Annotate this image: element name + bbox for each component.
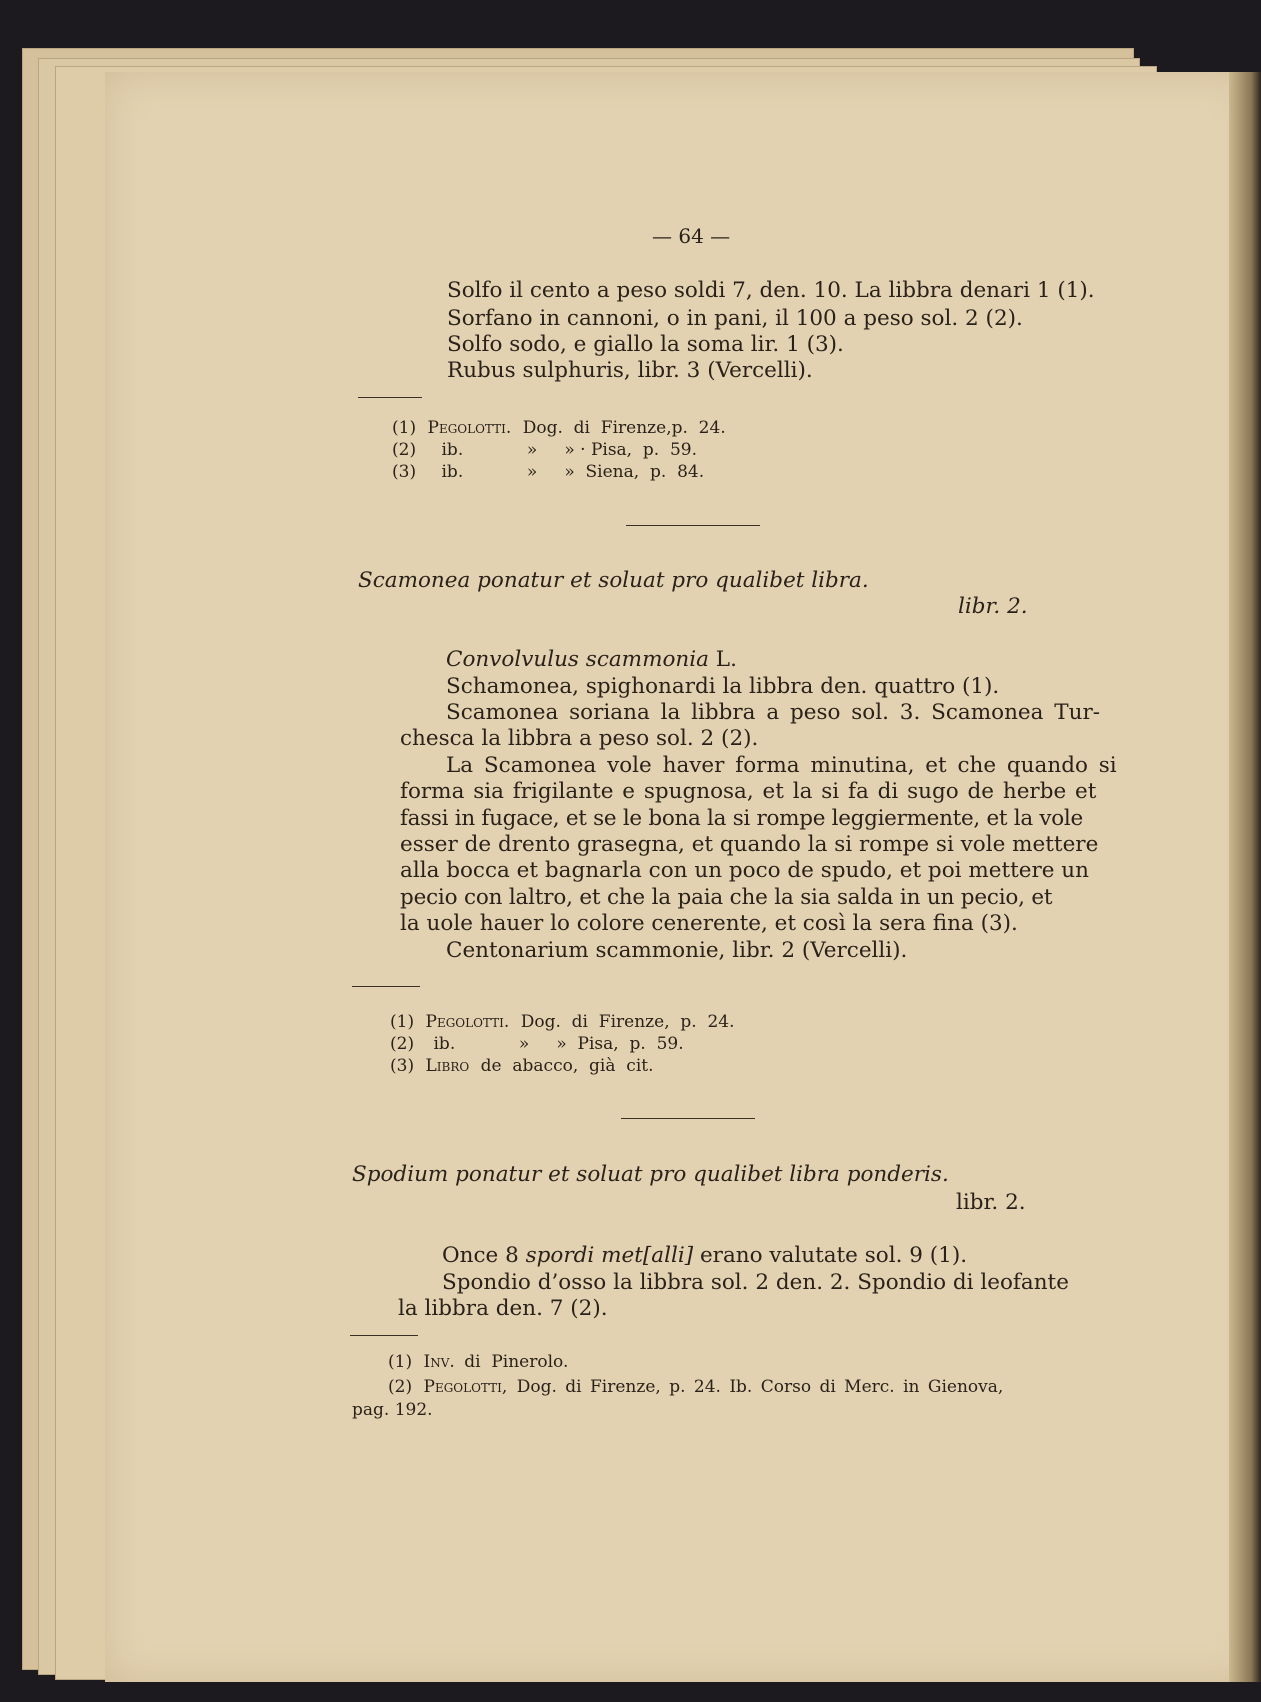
section-divider [621,1118,755,1119]
section2-line: Centonarium scammonie, libr. 2 (Vercelli). [446,938,908,963]
section3-line: Spondio d’osso la libbra sol. 2 den. 2. Spondio di leofante [442,1270,1069,1295]
footnote-text: » » Pisa, p. 59. [518,1034,684,1054]
section3-line: la libbra den. 7 (2). [398,1296,608,1321]
section-divider [626,525,760,526]
section2-line: chesca la libbra a peso sol. 2 (2). [400,726,759,751]
footnote-text: Dog. di Firenze, p. 24. [520,1012,735,1032]
footnote-author: ib. [441,440,464,460]
footnote-text: de abacco, già cit. [480,1056,654,1076]
footnote-text: » » · Pisa, p. 59. [526,440,698,460]
section3-line [442,1243,967,1268]
footnote-number: (2) [388,1377,413,1397]
footnote-continuation: pag. 192. [352,1400,433,1420]
section2-line: Schamonea, spighonardi la libbra den. quattro (1). [446,674,1000,699]
section2-line: fassi in fugace, et se le bona la si rompe leggiermente, et la vole [400,806,1083,831]
footnote-number: (1) [392,418,417,438]
footnote-divider [358,397,422,398]
line-text: erano valutate sol. 9 (1). [699,1243,968,1268]
section-amount: libr. 2. [956,1190,1026,1215]
footnote-author: Inv. [423,1352,455,1372]
footnote-text: » » Siena, p. 84. [526,462,705,482]
footnote-number: (1) [390,1012,415,1032]
footnote [390,1034,684,1054]
footnote-text: Dog. di Firenze,p. 24. [522,418,726,438]
section2-line: forma sia frigilante e spugnosa, et la si fa di sugo de herbe et [400,779,1097,804]
editorial-bracket: [alli] [642,1243,694,1268]
footnote-text: di Pinerolo. [464,1352,569,1372]
footnote-number: (2) [390,1034,415,1054]
footnote-author: ib. [441,462,464,482]
section2-line: La Scamonea vole haver forma minutina, et che quando si [446,753,1117,778]
book-spine [1229,72,1261,1682]
footnote-number: (3) [392,462,417,482]
footnote [388,1377,1003,1397]
section-heading: Scamonea ponatur et soluat pro qualibet libra. [358,568,869,593]
footnote-number: (3) [390,1056,415,1076]
footnote-author: Pegolotti. [425,1012,510,1032]
section2-line: alla bocca et bagnarla con un poco de spudo, et poi mettere un [400,858,1089,883]
footnote [390,1056,654,1076]
section2-line: la uole hauer lo colore cenerente, et così la sera fina (3). [400,911,1018,936]
line-text: Once 8 [442,1243,519,1268]
section1-line: Solfo il cento a peso soldi 7, den. 10. La libbra denari 1 (1). [447,278,1095,303]
footnote [392,462,704,482]
footnote-author: ib. [433,1034,456,1054]
section1-line: Solfo sodo, e giallo la soma lir. 1 (3). [447,332,844,357]
line-italic-text: spordi met [525,1243,643,1268]
footnote-divider [350,1335,418,1336]
footnote [388,1352,568,1372]
footnote [390,1012,735,1032]
section-heading: Spodium ponatur et soluat pro qualibet libra ponderis. [352,1162,949,1187]
footnote-author: Pegolotti, [423,1377,508,1397]
section2-line: esser de drento grasegna, et quando la si rompe si vole mettere [400,832,1099,857]
amount-text: libr. 2. [958,594,1028,619]
section2-line: Scamonea soriana la libbra a peso sol. 3. Scamonea Tur- [446,700,1101,725]
page-number: — 64 — [652,224,731,248]
section1-line: Rubus sulphuris, libr. 3 (Vercelli). [447,358,813,383]
species-author: L. [715,647,737,672]
footnote-author: Pegolotti. [427,418,512,438]
footnote-divider [352,986,420,987]
section-amount [958,594,1028,619]
footnote [392,418,726,438]
section1-line: Sorfano in cannoni, o in pani, il 100 a peso sol. 2 (2). [447,306,1023,331]
species-name: Convolvulus scammonia [446,647,709,672]
footnote-text: Dog. di Firenze, p. 24. Ib. Corso di Merc. in Gienova, [516,1377,1004,1397]
footnote-number: (1) [388,1352,413,1372]
footnote [392,440,697,460]
footnote-author: Libro [425,1056,470,1076]
section2-line: pecio con laltro, et che la paia che la sia salda in un pecio, et [400,885,1053,910]
section2-line [446,647,737,672]
footnote-number: (2) [392,440,417,460]
